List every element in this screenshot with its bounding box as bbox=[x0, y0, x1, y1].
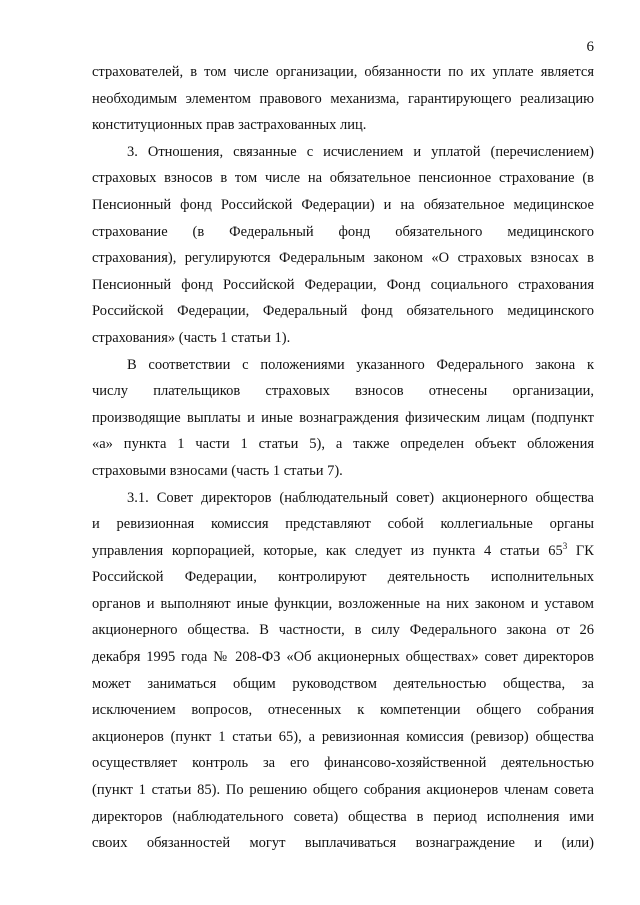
page-number: 6 bbox=[586, 39, 594, 55]
text-line: производящие выплаты и иные вознаграждения физическим лицам (подпункт bbox=[92, 409, 594, 426]
text-line: Российской Федерации, Федеральный фонд обязательного медицинского bbox=[92, 303, 594, 320]
text-line: 3. Отношения, связанные с исчислением и уплатой (перечислением) bbox=[127, 143, 594, 160]
text-line: страховыми взносами (часть 1 статьи 7). bbox=[92, 462, 343, 479]
text-line: и ревизионная комиссия представляют собой коллегиальные органы bbox=[92, 516, 594, 533]
text-line: Пенсионный фонд Российской Федерации) и на обязательное медицинское bbox=[92, 196, 594, 213]
text-line: акционерного общества. В частности, в силу Федерального закона от 26 bbox=[92, 622, 594, 639]
text-line: (пункт 1 статьи 85). По решению общего собрания акционеров членам совета bbox=[92, 782, 594, 799]
text-fragment: ГК bbox=[567, 542, 594, 559]
text-line: необходимым элементом правового механизма, гарантирующего реализацию bbox=[92, 90, 594, 107]
text-line: страхования» (часть 1 статьи 1). bbox=[92, 329, 291, 346]
text-line: страхование (в Федеральный фонд обязательного медицинского bbox=[92, 223, 594, 240]
document-body bbox=[92, 59, 594, 857]
text-line-with-superscript bbox=[92, 538, 594, 565]
text-line: может заниматься общим руководством деятельностью общества, за bbox=[92, 675, 594, 692]
text-line: страховых взносов в том числе на обязательное пенсионное страхование (в bbox=[92, 170, 594, 187]
text-line: органов и выполняют иные функции, возложенные на них законом и уставом bbox=[92, 595, 594, 612]
text-line: страхования), регулируются Федеральным законом «О страховых взносах в bbox=[92, 250, 594, 267]
text-line: В соответствии с положениями указанного Федерального закона к bbox=[127, 356, 594, 373]
text-line: страхователей, в том числе организации, обязанности по их уплате является bbox=[92, 64, 594, 80]
text-line: акционеров (пункт 1 статьи 65), а ревизионная комиссия (ревизор) общества bbox=[92, 728, 594, 745]
text-fragment: управления корпорацией, которые, как следует из пункта 4 статьи 65 bbox=[92, 542, 563, 559]
text-line: 3.1. Совет директоров (наблюдательный совет) акционерного общества bbox=[127, 489, 594, 506]
superscript: 3 bbox=[562, 540, 568, 551]
text-line: «а» пункта 1 части 1 статьи 5), а также определен объект обложения bbox=[92, 436, 594, 453]
text-line: Российской Федерации, контролируют деятельность исполнительных bbox=[92, 569, 594, 586]
text-line: декабря 1995 года № 208-ФЗ «Об акционерных обществах» совет директоров bbox=[92, 649, 594, 666]
text-line: директоров (наблюдательного совета) общества в период исполнения ими bbox=[92, 808, 594, 825]
text-line: числу плательщиков страховых взносов отнесены организации, bbox=[92, 383, 594, 400]
text-line: Пенсионный фонд Российской Федерации, Фонд социального страхования bbox=[92, 276, 594, 293]
text-line: своих обязанностей могут выплачиваться вознаграждение и (или) bbox=[92, 835, 594, 852]
text-line: осуществляет контроль за его финансово-хозяйственной деятельностью bbox=[92, 755, 594, 772]
text-line: конституционных прав застрахованных лиц. bbox=[92, 117, 367, 134]
text-line: исключением вопросов, отнесенных к компетенции общего собрания bbox=[92, 702, 594, 719]
